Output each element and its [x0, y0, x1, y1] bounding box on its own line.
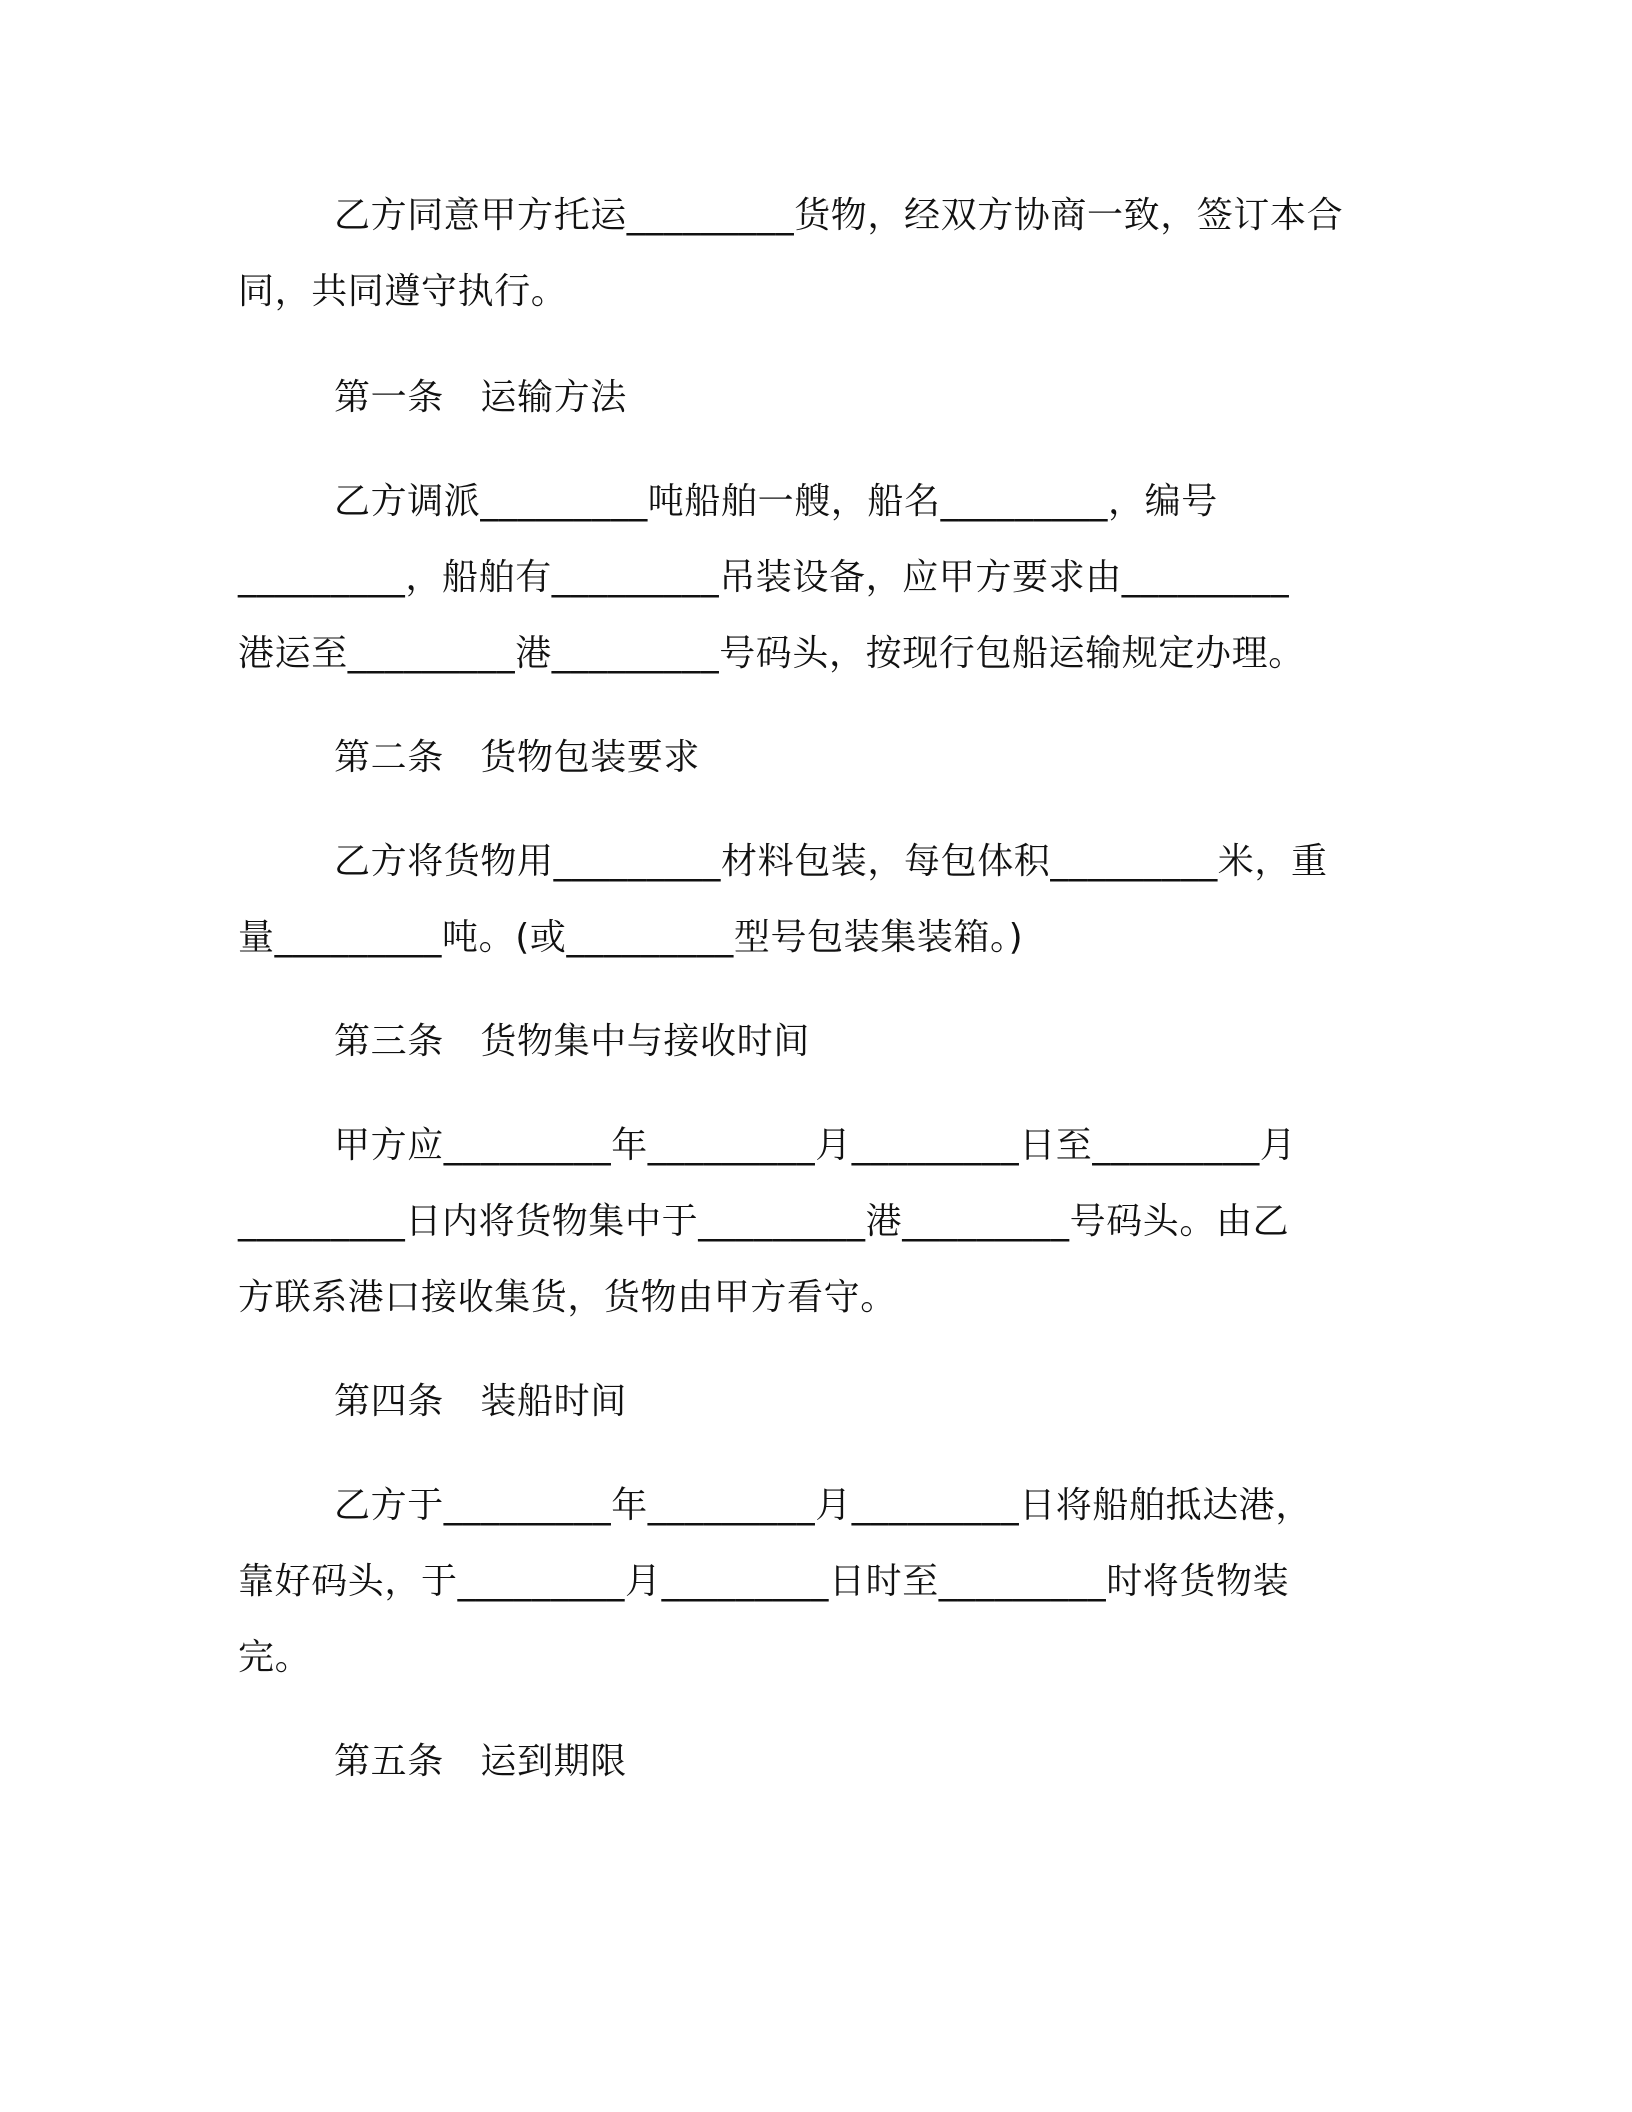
- article-1-line-1: 乙方调派_________吨船舶一艘，船名_________，编号: [334, 481, 1218, 522]
- article-3-line-3: 方联系港口接收集货，货物由甲方看守。: [238, 1277, 897, 1318]
- article-1-line-3: 港运至_________港_________号码头，按现行包船运输规定办理。: [238, 633, 1305, 674]
- article-3-line-2: _________日内将货物集中于_________港_________号码头。由乙: [238, 1201, 1290, 1242]
- intro-line-2: 同，共同遵守执行。: [238, 271, 568, 312]
- intro-line-1: 乙方同意甲方托运_________货物，经双方协商一致，签订本合: [334, 195, 1344, 236]
- article-4-line-1: 乙方于_________年_________月_________日将船舶抵达港，: [334, 1485, 1312, 1526]
- article-4-line-2: 靠好码头，于_________月_________日时至_________时将货物装: [238, 1561, 1290, 1602]
- article-3-line-1: 甲方应_________年_________月_________日至_________月: [334, 1125, 1297, 1166]
- article-2-heading: 第二条 货物包装要求: [334, 737, 701, 778]
- article-3-heading: 第三条 货物集中与接收时间: [334, 1021, 810, 1062]
- article-1-heading: 第一条 运输方法: [334, 377, 627, 418]
- article-2-line-1: 乙方将货物用_________材料包装，每包体积_________米，重: [334, 841, 1328, 882]
- article-2-line-2: 量_________吨。(或_________型号包装集装箱。): [238, 917, 1024, 958]
- article-5-heading: 第五条 运到期限: [334, 1741, 627, 1782]
- article-4-heading: 第四条 装船时间: [334, 1381, 627, 1422]
- article-1-line-2: _________，船舶有_________吊装设备，应甲方要求由_________: [238, 557, 1290, 598]
- article-4-line-3: 完。: [238, 1637, 312, 1678]
